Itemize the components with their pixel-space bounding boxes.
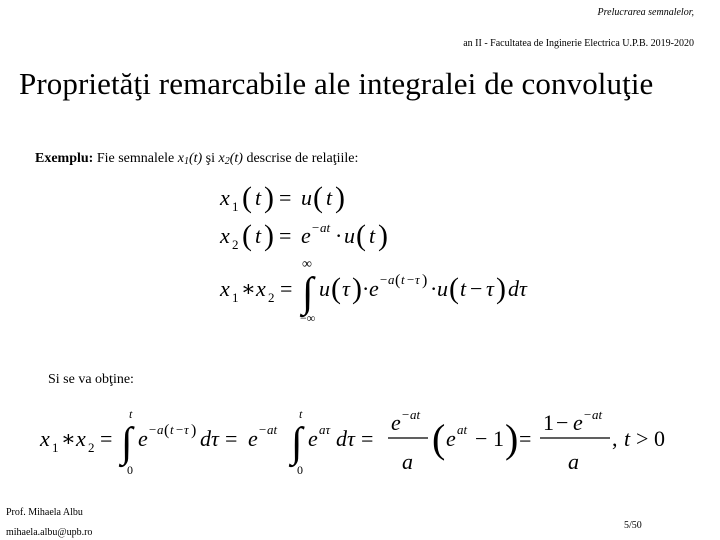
course-title: Prelucrarea semnalelor, [597,7,694,18]
svg-text:): ) [505,416,519,461]
equation-4 [38,408,678,480]
svg-text:): ) [191,422,197,439]
svg-text:0: 0 [297,463,303,477]
equation-1 [218,180,378,216]
svg-text:a: a [157,422,164,437]
svg-text:(: ( [356,219,366,252]
svg-text:): ) [335,181,345,214]
svg-text:∫: ∫ [121,420,133,466]
svg-text:u: u [301,185,312,210]
svg-text:e: e [573,410,583,435]
svg-text:e: e [248,426,258,451]
footer-email: mihaela.albu@upb.ro [6,527,93,538]
svg-text:dτ: dτ [200,426,219,451]
svg-text:=: = [361,426,374,451]
svg-text:=: = [519,426,532,451]
svg-text:u: u [319,276,330,301]
svg-text:e: e [391,410,401,435]
svg-text:,: , [612,426,618,451]
svg-text:): ) [496,272,506,305]
svg-text:a: a [568,449,579,474]
svg-text:e: e [369,276,379,301]
svg-text:dτ: dτ [336,426,355,451]
svg-text:0: 0 [654,426,665,451]
svg-text:(: ( [432,416,446,461]
svg-text:2: 2 [232,237,239,252]
svg-text:=: = [279,185,292,210]
svg-text:−: − [259,422,267,437]
svg-text:2: 2 [88,440,95,455]
svg-text:e: e [446,426,456,451]
svg-text:>: > [636,426,649,451]
svg-text:−: − [584,407,592,422]
svg-text:·: · [335,223,343,248]
signal-x2-name: x [218,151,225,166]
svg-text:τ: τ [184,422,189,437]
svg-text:(: ( [313,181,323,214]
signal-x1-sub: 1 [183,156,189,167]
equation-2 [218,215,388,255]
svg-text:1: 1 [543,410,554,435]
svg-text:t: t [460,276,467,301]
svg-text:x: x [76,426,86,451]
svg-text:·: · [430,276,438,301]
svg-text:t: t [326,185,333,210]
svg-text:=: = [100,426,113,451]
svg-text:): ) [264,181,274,214]
svg-text:·: · [362,276,370,301]
svg-text:t: t [369,223,376,248]
svg-text:(: ( [395,272,401,289]
svg-text:x: x [220,276,230,301]
svg-text:τ: τ [342,276,350,301]
svg-text:at: at [457,422,468,437]
signal-x2-arg: (t) [229,151,243,166]
svg-text:(: ( [331,272,341,305]
svg-text:t: t [624,426,631,451]
svg-text:t: t [255,185,262,210]
svg-text:∫: ∫ [291,420,303,466]
example-label: Exemplu: [35,151,94,166]
example-text-before: Fie semnalele [93,151,178,166]
svg-text:t: t [401,272,405,287]
svg-text:=: = [225,426,238,451]
result-intro: Si se va obţine: [48,372,134,387]
svg-text:t: t [129,407,133,421]
svg-text:−: − [312,220,320,235]
example-text-after: descrise de relaţiile: [242,151,359,166]
svg-text:e: e [138,426,148,451]
svg-text:−: − [149,422,157,437]
equation-3 [218,256,548,326]
signal-x1-arg: (t) [188,151,203,166]
svg-text:−: − [470,276,483,301]
svg-text:1: 1 [232,290,239,305]
svg-text:e: e [301,223,311,248]
svg-text:∗: ∗ [241,276,256,301]
svg-text:a: a [402,449,413,474]
svg-text:dτ: dτ [508,276,527,301]
svg-text:): ) [264,219,274,252]
svg-text:u: u [344,223,355,248]
svg-text:): ) [352,272,362,305]
example-intro [35,151,358,167]
svg-text:τ: τ [486,276,494,301]
course-info: an II - Facultatea de Inginerie Electrica U.P.B. 2019-2020 [463,38,694,49]
page-number: 5/50 [624,520,642,531]
slide-title: Proprietăţi remarcabile ale integralei de convoluţie [19,66,654,101]
svg-text:−: − [475,426,488,451]
svg-text:at: at [592,407,603,422]
svg-text:u: u [437,276,448,301]
svg-text:at: at [320,220,331,235]
svg-text:∞: ∞ [302,257,312,272]
svg-text:(: ( [242,219,252,252]
svg-text:at: at [267,422,278,437]
svg-text:x: x [256,276,266,301]
svg-text:=: = [279,223,292,248]
svg-text:−: − [556,410,569,435]
svg-text:1: 1 [493,426,504,451]
svg-text:a: a [388,272,395,287]
svg-text:x: x [40,426,50,451]
svg-text:aτ: aτ [319,422,331,437]
footer-author: Prof. Mihaela Albu [6,507,83,518]
svg-text:0: 0 [127,463,133,477]
svg-text:−: − [380,272,388,287]
svg-text:∫: ∫ [302,270,314,316]
svg-text:x: x [220,223,230,248]
svg-text:t: t [255,223,262,248]
signal-x2-sub: 2 [224,156,230,167]
svg-text:at: at [410,407,421,422]
svg-text:τ: τ [415,272,420,287]
svg-text:=: = [280,276,293,301]
example-conj: şi [202,151,219,166]
svg-text:t: t [299,407,303,421]
svg-text:1: 1 [232,199,239,214]
svg-text:−: − [402,407,410,422]
svg-text:(: ( [449,272,459,305]
svg-text:−∞: −∞ [300,311,316,325]
svg-text:−: − [407,272,415,287]
svg-text:∗: ∗ [61,426,76,451]
svg-text:): ) [422,272,428,289]
svg-text:t: t [170,422,174,437]
svg-text:e: e [308,426,318,451]
svg-text:x: x [220,185,230,210]
svg-text:2: 2 [268,290,275,305]
svg-text:(: ( [164,422,170,439]
svg-text:1: 1 [52,440,59,455]
signal-x1-name: x [177,151,184,166]
svg-text:(: ( [242,181,252,214]
svg-text:): ) [378,219,388,252]
svg-text:−: − [176,422,184,437]
